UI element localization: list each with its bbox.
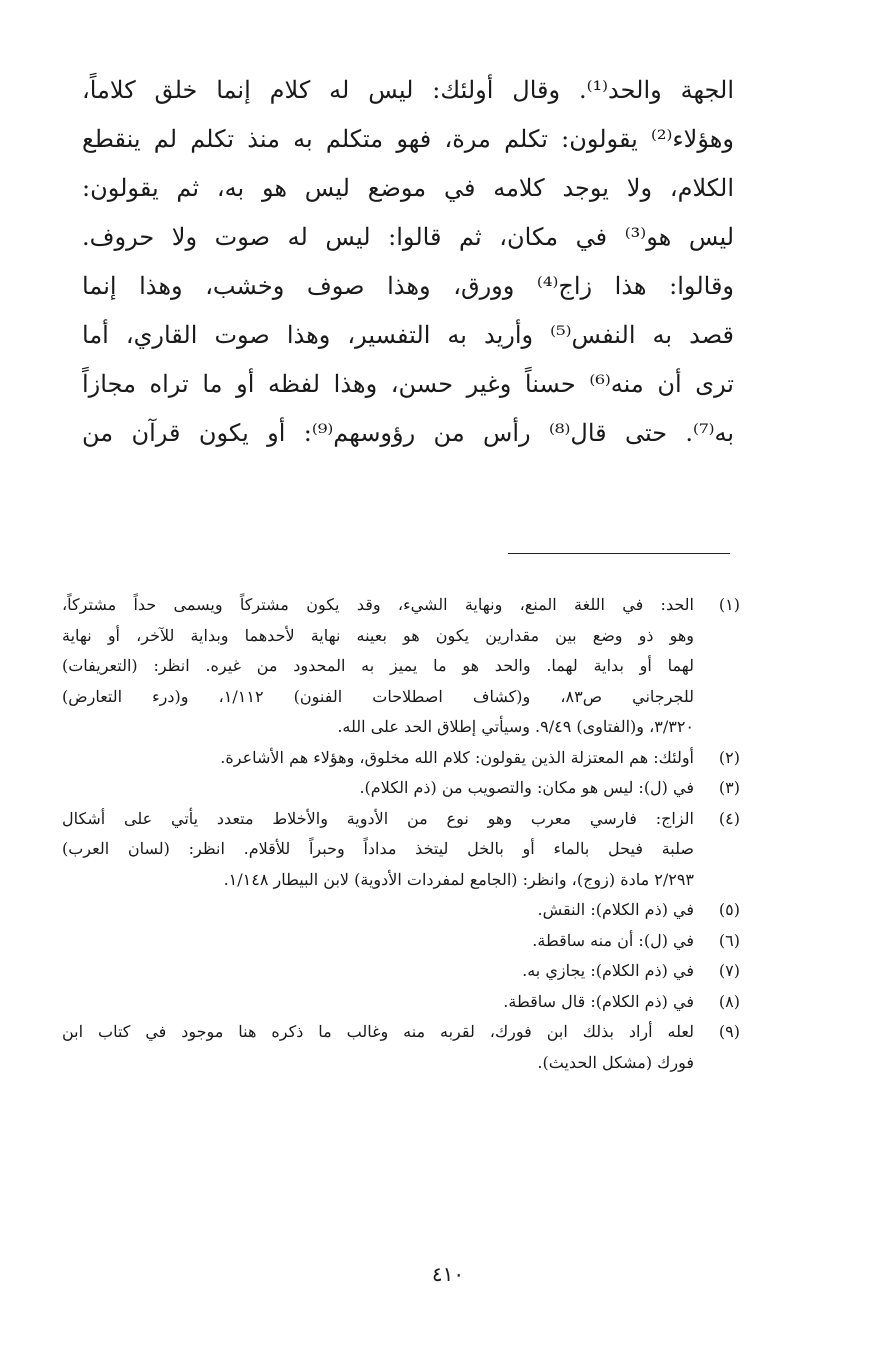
page-number: ٤١٠ [431, 1262, 465, 1286]
footnote-line: ٣/٣٢٠، و(الفتاوى) ٩/٤٩. وسيأتي إطلاق الحد على الله. [337, 717, 694, 736]
footnote-line: في (ل): أن منه ساقطة. [532, 930, 694, 950]
footnote-number: (٩) [718, 1022, 740, 1041]
main-text-line: وهؤلاء⁽²⁾ يقولون: تكلم مرة، فهو متكلم به منذ تكلم لم ينقطع [82, 125, 734, 153]
main-text-line: وقالوا: هذا زاج⁽⁴⁾ وورق، وهذا صوف وخشب، وهذا إنما [82, 272, 734, 300]
footnote-number: (٨) [718, 991, 740, 1011]
footnote-text [62, 804, 694, 896]
footnote-line: لهما أو بداية لهما. والحد هو ما يميز به المحدود من غيره. انظر: (التعريفات) [62, 656, 694, 675]
main-text-line: قصد به النفس⁽⁵⁾ وأريد به التفسير، وهذا صوت القاري، أما [82, 321, 734, 349]
footnote-text [62, 926, 694, 957]
footnote-line: الحد: في اللغة المنع، ونهاية الشيء، وقد يكون مشتركاً ويسمى حداً مشتركاً، [62, 595, 694, 614]
footnote-text [62, 1017, 694, 1078]
footnote-text [62, 987, 694, 1018]
footnote-number: (١) [718, 595, 740, 614]
main-text-block [82, 66, 734, 458]
footnote-number: (٤) [718, 808, 740, 828]
footnote-1 [62, 590, 740, 743]
footnote-line: وهو ذو وضع بين مقدارين يكون هو بعينه نهاية لأحدهما وبداية للآخر، أو نهاية [62, 625, 694, 645]
main-text-line: به⁽⁷⁾. حتى قال⁽⁸⁾ رأس من رؤوسهم⁽⁹⁾: أو يكون قرآن من [82, 419, 734, 447]
footnote-number: (٥) [718, 900, 740, 919]
footnote-line: أولئك: هم المعتزلة الذين يقولون: كلام الله مخلوق، وهؤلاء هم الأشاعرة. [220, 747, 694, 767]
footnote-4 [62, 804, 740, 896]
footnote-line: لعله أراد بذلك ابن فورك، لقربه منه وغالب ما ذكره هنا موجود في كتاب ابن [62, 1022, 694, 1041]
footnote-2 [62, 743, 740, 774]
footnote-number: (٣) [718, 778, 740, 797]
footnote-8 [62, 987, 740, 1018]
footnote-separator [508, 553, 730, 554]
footnote-text [62, 956, 694, 987]
main-text-line: ليس هو⁽³⁾ في مكان، ثم قالوا: ليس له صوت ولا حروف. [82, 223, 734, 251]
footnote-number: (٧) [718, 961, 740, 980]
footnote-5 [62, 895, 740, 926]
footnote-line: فورك (مشكل الحديث). [537, 1052, 694, 1072]
main-text-line: الكلام، ولا يوجد كلامه في موضع ليس هو به، ثم يقولون: [82, 174, 734, 202]
footnote-3 [62, 773, 740, 804]
footnote-line: ٢/٢٩٣ مادة (زوج)، وانظر: (الجامع لمفردات الأدوية) لابن البيطار ١/١٤٨. [223, 869, 694, 889]
footnote-text [62, 895, 694, 926]
footnotes-block [62, 590, 740, 1078]
footnote-line: الزاج: فارسي معرب وهو نوع من الأدوية والأخلاط متعدد يأتي على أشكال [62, 808, 694, 828]
main-text-line: ترى أن منه⁽⁶⁾ حسناً وغير حسن، وهذا لفظه أو ما تراه مجازاً [82, 370, 734, 398]
footnote-7 [62, 956, 740, 987]
main-text-line: الجهة والحد⁽¹⁾. وقال أولئك: ليس له كلام إنما خلق كلاماً، [82, 76, 734, 104]
footnote-line: في (ذم الكلام): يجازي به. [522, 961, 694, 980]
footnote-line: في (ذم الكلام): النقش. [537, 900, 694, 919]
footnote-line: للجرجاني ص٨٣، و(كشاف اصطلاحات الفنون) ١/١١٢، و(درء التعارض) [62, 686, 694, 706]
footnote-number: (٦) [718, 930, 740, 950]
footnote-6 [62, 926, 740, 957]
footnote-text [62, 743, 694, 774]
footnote-number: (٢) [718, 747, 740, 767]
footnote-9 [62, 1017, 740, 1078]
footnote-line: صلبة فيحل بالماء أو بالخل ليتخذ مداداً وحبراً للأقلام. انظر: (لسان العرب) [62, 839, 694, 858]
footnote-line: في (ل): ليس هو مكان: والتصويب من (ذم الكلام). [359, 778, 694, 797]
footnote-text [62, 590, 694, 743]
footnote-text [62, 773, 694, 804]
footnote-line: في (ذم الكلام): قال ساقطة. [503, 991, 694, 1011]
